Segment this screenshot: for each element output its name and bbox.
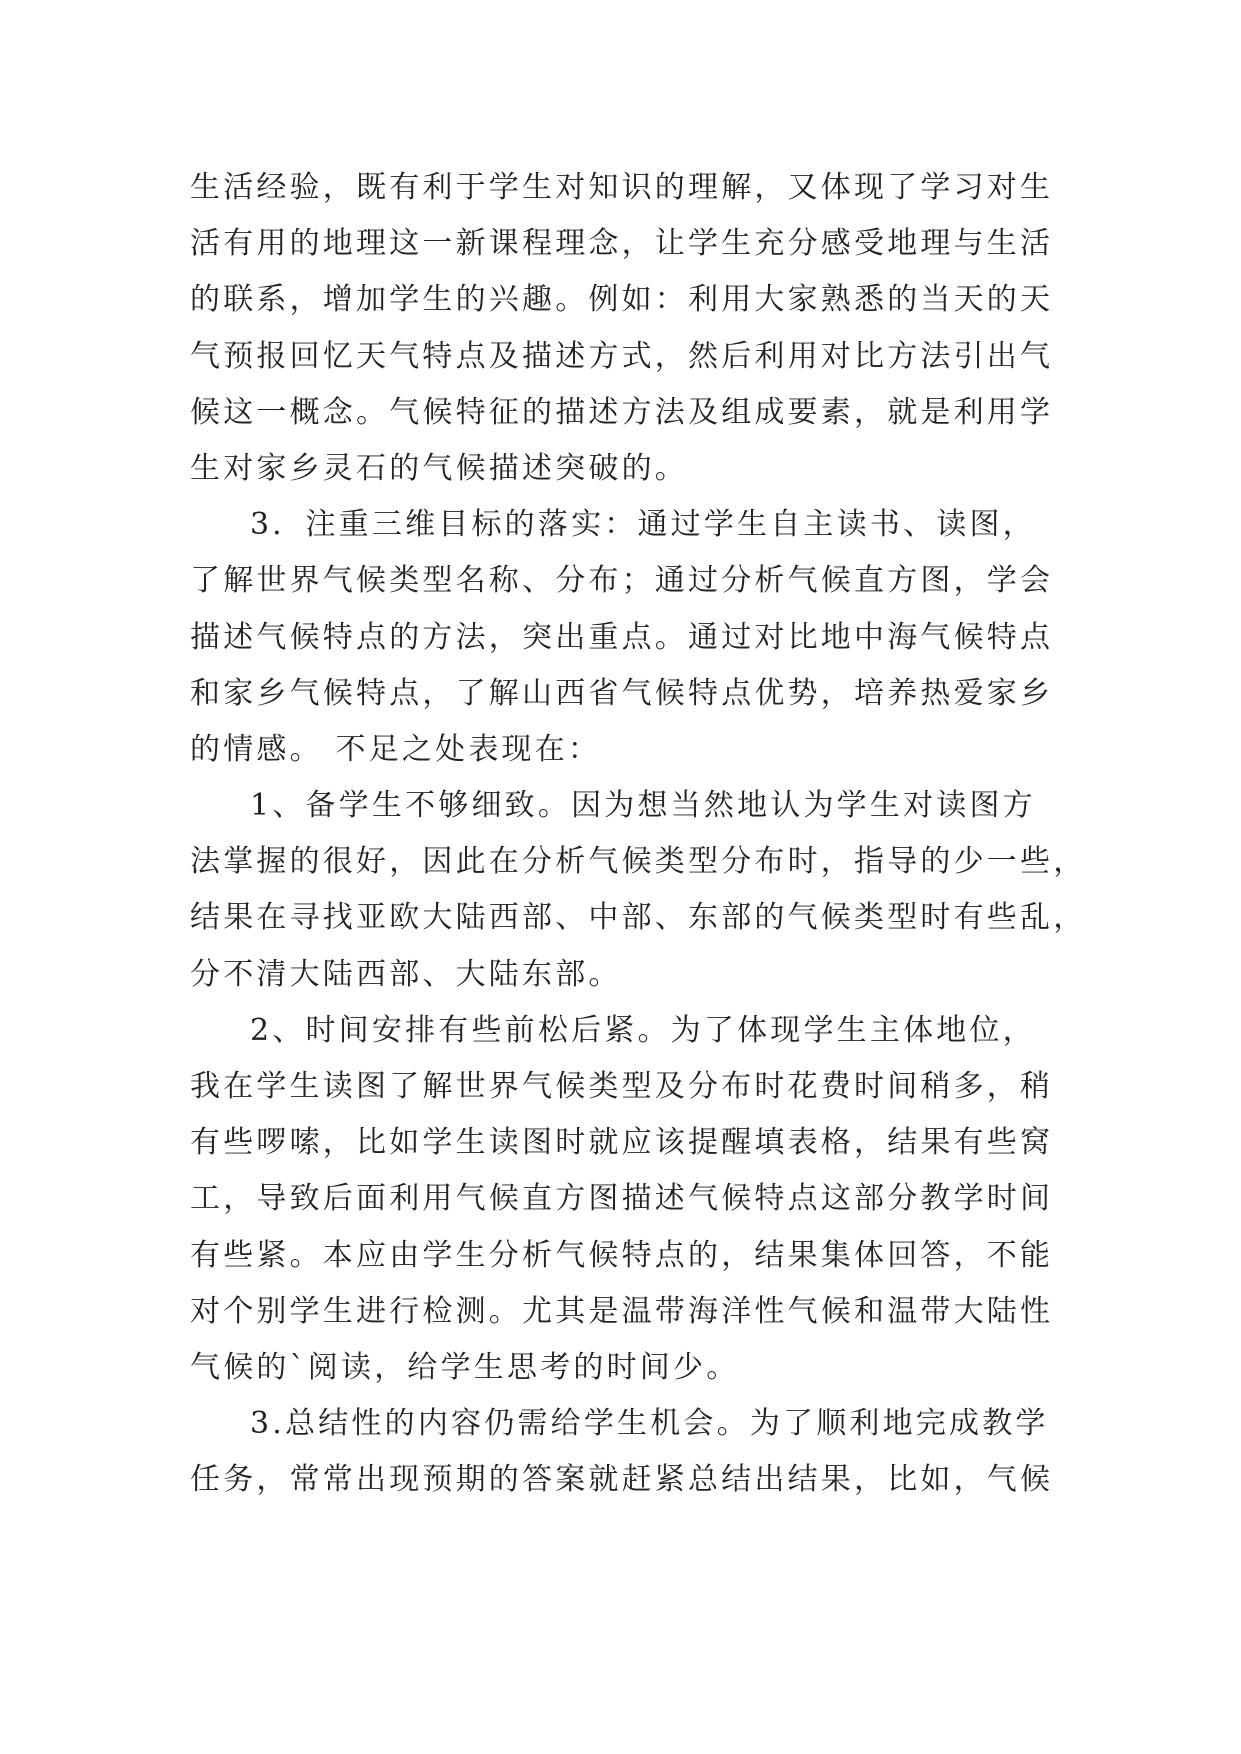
text-line: 活有用的地理这一新课程理念，让学生充分感受地理与生活 (190, 226, 1054, 262)
text-line: 工，导致后面利用气候直方图描述气候特点这部分教学时间 (190, 1181, 1054, 1217)
text-line: 了解世界气候类型名称、分布；通过分析气候直方图，学会 (190, 563, 1054, 599)
text-line: 的联系，增加学生的兴趣。例如：利用大家熟悉的当天的天 (190, 282, 1054, 318)
text-line: 我在学生读图了解世界气候类型及分布时花费时间稍多，稍 (190, 1069, 1054, 1104)
text-line: 描述气候特点的方法，突出重点。通过对比地中海气候特点 (190, 619, 1054, 655)
text-line: 结果在寻找亚欧大陆西部、中部、东部的气候类型时有些乱， (190, 900, 1087, 936)
text-line: 有些啰嗦，比如学生读图时就应该提醒填表格，结果有些窝 (190, 1125, 1054, 1161)
text-line: 对个别学生进行检测。尤其是温带海洋性气候和温带大陆性 (190, 1293, 1054, 1329)
paragraph-first-line: 3．注重三维目标的落实：通过学生自主读书、读图， (250, 507, 1036, 543)
paragraph-first-line: 3.总结性的内容仍需给学生机会。为了顺利地完成教学 (250, 1406, 1049, 1442)
paragraph-first-line: 1、备学生不够细致。因为想当然地认为学生对读图方 (250, 788, 1036, 824)
text-line: 任务，常常出现预期的答案就赶紧总结出结果，比如，气候 (190, 1462, 1054, 1498)
text-line: 气候的`阅读，给学生思考的时间少。 (190, 1349, 740, 1385)
text-line: 气预报回忆天气特点及描述方式，然后利用对比方法引出气 (190, 338, 1054, 374)
text-line: 法掌握的很好，因此在分析气候类型分布时，指导的少一些， (190, 844, 1087, 880)
document-body-text (190, 160, 1087, 1509)
text-line: 分不清大陆西部、大陆东部。 (190, 956, 622, 992)
text-line: 的情感。 不足之处表现在： (190, 731, 602, 767)
text-line: 有些紧。本应由学生分析气候特点的，结果集体回答，不能 (190, 1237, 1054, 1273)
text-line: 候这一概念。气候特征的描述方法及组成要素，就是利用学 (190, 394, 1054, 430)
paragraph-first-line: 2、时间安排有些前松后紧。为了体现学生主体地位， (250, 1012, 1036, 1048)
text-line: 生活经验，既有利于学生对知识的理解，又体现了学习对生 (190, 170, 1054, 205)
text-line: 生对家乡灵石的气候描述突破的。 (190, 450, 688, 486)
text-line: 和家乡气候特点，了解山西省气候特点优势，培养热爱家乡 (190, 675, 1054, 711)
